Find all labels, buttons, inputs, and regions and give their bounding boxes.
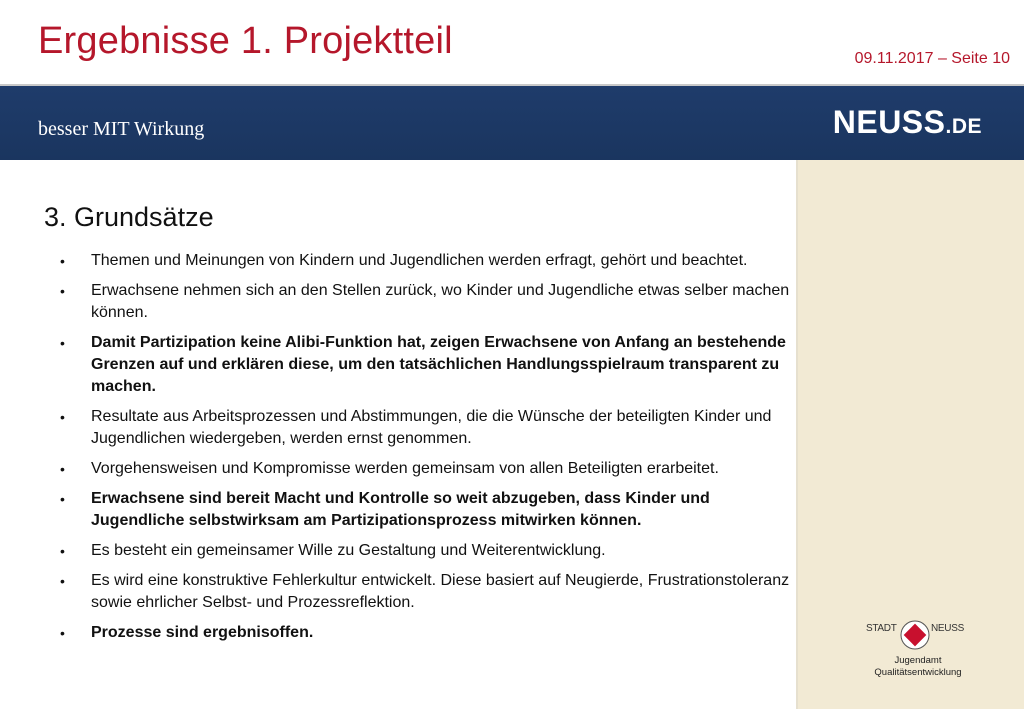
date-page-number: 09.11.2017 – Seite 10 (854, 50, 1010, 67)
bullet-item (60, 280, 790, 324)
brand-main: NEUSS (832, 104, 946, 140)
section-heading: 3. Grundsätze (44, 202, 214, 232)
logo-stadt-text: STADT (866, 623, 897, 634)
bullet-dot: • (60, 543, 65, 559)
bullet-dot: • (60, 253, 65, 269)
bullet-item (60, 406, 790, 450)
bullet-item (60, 458, 790, 480)
bullet-list (60, 250, 790, 652)
bullet-item (60, 570, 790, 614)
bullet-text: Damit Partizipation keine Alibi-Funktion hat, zeigen Erwachsene von Anfang an bestehende Grenzen auf und erklären diese, um den tatsächlichen Handlungsspielraum transparent zu machen. (91, 334, 786, 395)
bullet-item (60, 250, 790, 272)
neuss-emblem-icon (898, 618, 932, 652)
bullet-text: Es besteht ein gemeinsamer Wille zu Gestaltung und Weiterentwicklung. (91, 542, 606, 559)
bullet-text: Es wird eine konstruktive Fehlerkultur entwickelt. Diese basiert auf Neugierde, Frustrationstoleranz sowie ehrlicher Selbst- und Prozessreflektion. (91, 572, 790, 611)
bullet-dot: • (60, 335, 65, 351)
logo-line-qualitaet: Qualitätsentwicklung (874, 667, 962, 678)
bullet-dot: • (60, 625, 65, 641)
bullet-item (60, 332, 790, 398)
bullet-text: Erwachsene nehmen sich an den Stellen zurück, wo Kinder und Jugendliche etwas selber machen können. (91, 282, 790, 321)
banner-tagline: besser MIT Wirkung (38, 118, 205, 140)
bullet-item (60, 488, 790, 532)
bullet-dot: • (60, 461, 65, 477)
bullet-item (60, 622, 790, 644)
bullet-dot: • (60, 283, 65, 299)
logo-neuss-text: NEUSS (931, 623, 964, 634)
slide-title: Ergebnisse 1. Projektteil (38, 20, 453, 62)
bullet-text: Erwachsene sind bereit Macht und Kontrolle so weit abzugeben, dass Kinder und Jugendliche selbstwirksam am Partizipationsprozess mitwirken können. (91, 490, 710, 529)
bullet-dot: • (60, 409, 65, 425)
bullet-text: Themen und Meinungen von Kindern und Jugendlichen werden erfragt, gehört und beachtet. (91, 252, 748, 269)
bullet-text: Prozesse sind ergebnisoffen. (91, 624, 314, 641)
bullet-text: Resultate aus Arbeitsprozessen und Abstimmungen, die die Wünsche der beteiligten Kinder und Jugendlichen wiedergeben, werden ernst genommen. (91, 408, 772, 447)
bullet-item (60, 540, 790, 562)
logo-line-jugendamt: Jugendamt (894, 655, 942, 666)
bullet-dot: • (60, 491, 65, 507)
bullet-text: Vorgehensweisen und Kompromisse werden gemeinsam von allen Beteiligten erarbeitet. (91, 460, 719, 477)
brand-suffix: .DE (945, 115, 982, 138)
brand-logo-text (833, 104, 982, 141)
bullet-dot: • (60, 573, 65, 589)
stadt-neuss-jugendamt-logo (858, 618, 978, 682)
